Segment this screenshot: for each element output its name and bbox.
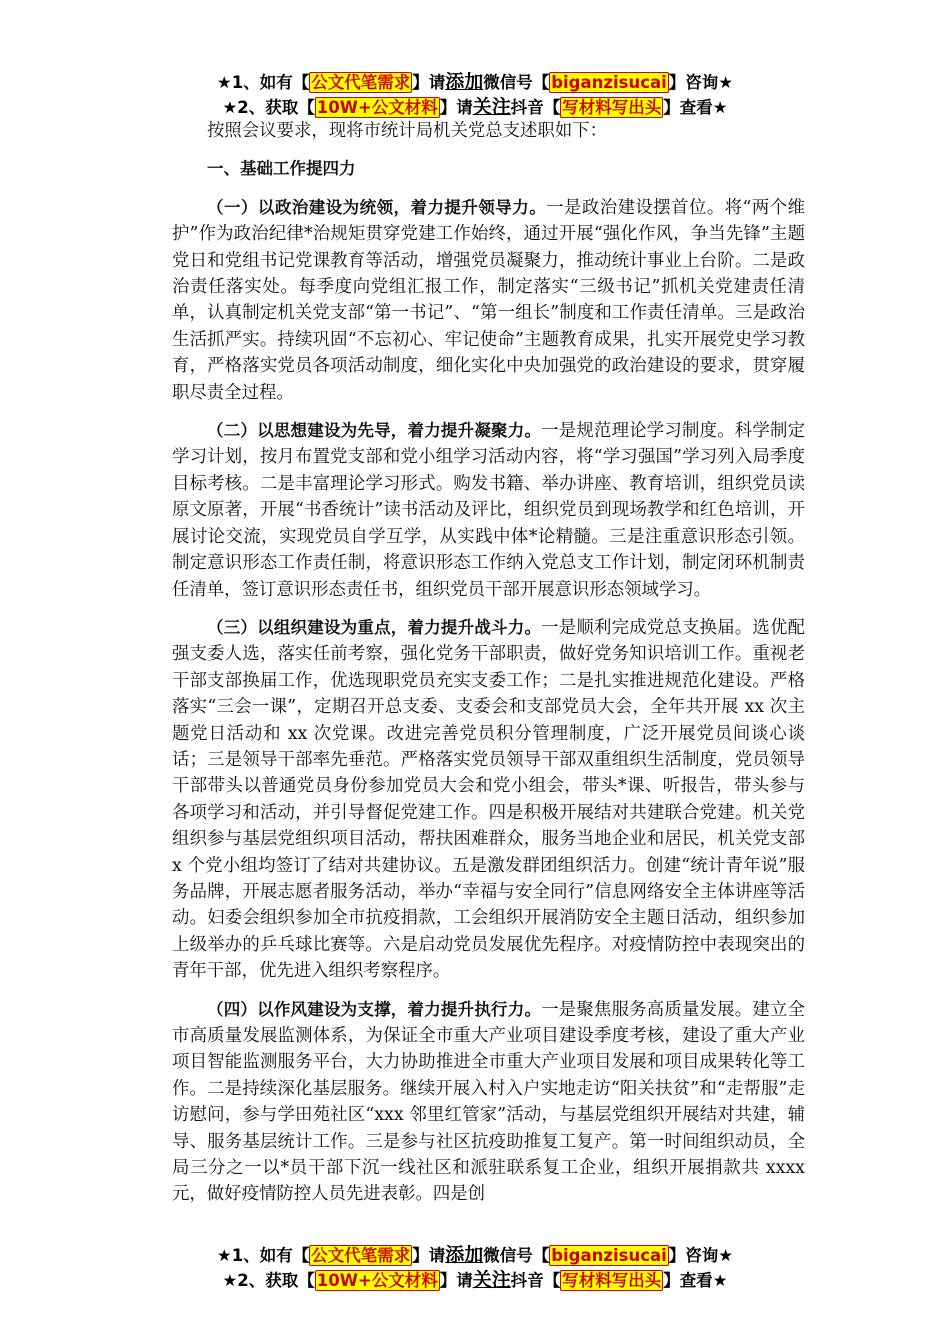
banner-line-2: ★2、获取【 10W+公文材料 】请关注抖音【 写材料写出头 】查看★	[222, 96, 728, 118]
paragraph-organizational: （三）以组织建设为重点，着力提升战斗力。一是顺利完成党总支换届。选优配强支委人选，落实任前考察，强化党务干部职责，做好党务知识培训工作。重视老干部支部换届工作，优选现职党员充实支委工作；二是扎实推进规范化建设。严格落实“三会一课”，定期召开总支委、支委会和支部党员大会，全年共开展 xx 次主题党日活动和 xx 次党课。改进完善党员积分管理制度，广泛开展党员间谈心谈话；三是领导干部率先垂范。严格落实党员领导干部双重组织生活制度，党员领导干部带头以普通党员身份参加党员大会和党小组会，带头*课、听报告，带头参与各项学习和活动，并引导督促党建工作。四是积极开展结对共建联合党建。机关党组织参与基层党组织项目活动，帮扶困难群众，服务当地企业和居民，机关党支部 x 个党小组均签订了结对共建协议。五是激发群团组织活力。创建“统计青年说”服务品牌，开展志愿者服务活动，举办“幸福与安全同行”信息网络安全主体讲座等活动。妇委会组织参加全市抗疫捐款，工会组织开展消防安全主题日活动，组织参加上级举办的乒乓球比赛等。六是启动党员发展优先程序。对疫情防控中表现突出的青年干部，优先进入组织考察程序。	[172, 617, 805, 982]
paragraph-work-style: （四）以作风建设为支撑，着力提升执行力。一是聚焦服务高质量发展。建立全市高质量发展监测体系，为保证全市重大产业项目建设季度考核，建设了重大产业项目智能监测服务平台，大力协助推进全市重大产业项目发展和项目成果转化等工作。二是持续深化基层服务。继续开展入村入户实地走访“阳关扶贫”和“走帮服”走访慰问，参与学田苑社区“xxx 邻里红管家”活动，与基层党组织开展结对共建，辅导、服务基层统计工作。三是参与社区抗疫助推复工复产。第一时间组织动员，全局三分之一以*员干部下沉一线社区和派驻联系复工企业，组织开展捐款共 xxxx 元，做好疫情防控人员先进表彰。四是创	[172, 999, 805, 1205]
service-highlight: 公文代笔需求	[311, 1246, 411, 1265]
footer-banner	[0, 1243, 950, 1293]
materials-highlight: 10W+公文材料	[316, 98, 438, 117]
document-body	[172, 118, 805, 1220]
douyin-highlight: 写材料写出头	[562, 98, 662, 117]
banner-line-1: ★1、如有【 公文代笔需求 】请添加微信号【 biganzisucai 】咨询★	[216, 1244, 734, 1266]
star-icon: ★	[216, 73, 232, 92]
wechat-id-highlight: biganzisucai	[551, 1246, 667, 1265]
header-banner	[0, 70, 950, 120]
banner-line-1: ★1、如有【 公文代笔需求 】请添加微信号【 biganzisucai 】咨询★	[216, 71, 734, 93]
paragraph-ideological: （二）以思想建设为先导，着力提升凝聚力。一是规范理论学习制度。科学制定学习计划，按月布置党支部和党小组学习活动内容，将“学习强国”学习列入局季度目标考核。二是丰富理论学习形式。购发书籍、举办讲座、教育培训，组织党员读原文原著，开展“书香统计”读书活动及评比，组织党员到现场教学和红色培训，开展讨论交流，实现党员自学互学，从实践中体*论精髓。三是注重意识形态引领。制定意识形态工作责任制，将意识形态工作纳入党总支工作计划，制定闭环机制责任清单，签订意识形态责任书，组织党员干部开展意识形态领域学习。	[172, 421, 805, 600]
wechat-id-highlight: biganzisucai	[551, 73, 667, 92]
intro-paragraph: 按照会议要求，现将市统计局机关党总支述职如下：	[207, 121, 607, 141]
paragraph-title: （三）以组织建设为重点，着力提升战斗力。	[207, 617, 542, 637]
star-icon: ★	[216, 1246, 232, 1265]
star-icon: ★	[222, 98, 238, 117]
banner-line-2: ★2、获取【 10W+公文材料 】请关注抖音【 写材料写出头 】查看★	[222, 1269, 728, 1291]
douyin-highlight: 写材料写出头	[562, 1271, 662, 1290]
section-heading: 一、基础工作提四力	[207, 159, 356, 179]
service-highlight: 公文代笔需求	[311, 73, 411, 92]
paragraph-political: （一）以政治建设为统领，着力提升领导力。一是政治建设摆首位。将“两个维护”作为政治纪律*治规矩贯穿党建工作始终，通过开展“强化作风，争当先锋”主题党日和党组书记党课教育等活动，增强党员凝聚力，推动统计事业上台阶。二是政治责任落实处。每季度向党组汇报工作，制定落实“三级书记”抓机关党建责任清单，认真制定机关党支部“第一书记”、“第一组长”制度和工作责任清单。三是政治生活抓严实。持续巩固“不忘初心、牢记使命”主题教育成果，扎实开展党史学习教育，严格落实党员各项活动制度，细化实化中央加强党的政治建设的要求，贯穿履职尽责全过程。	[172, 197, 805, 403]
star-icon: ★	[222, 1271, 238, 1290]
paragraph-title: （四）以作风建设为支撑，着力提升执行力。	[207, 999, 542, 1019]
materials-highlight: 10W+公文材料	[316, 1271, 438, 1290]
paragraph-title: （二）以思想建设为先导，着力提升凝聚力。	[207, 421, 542, 441]
paragraph-title: （一）以政治建设为统领，着力提升领导力。	[207, 197, 547, 217]
